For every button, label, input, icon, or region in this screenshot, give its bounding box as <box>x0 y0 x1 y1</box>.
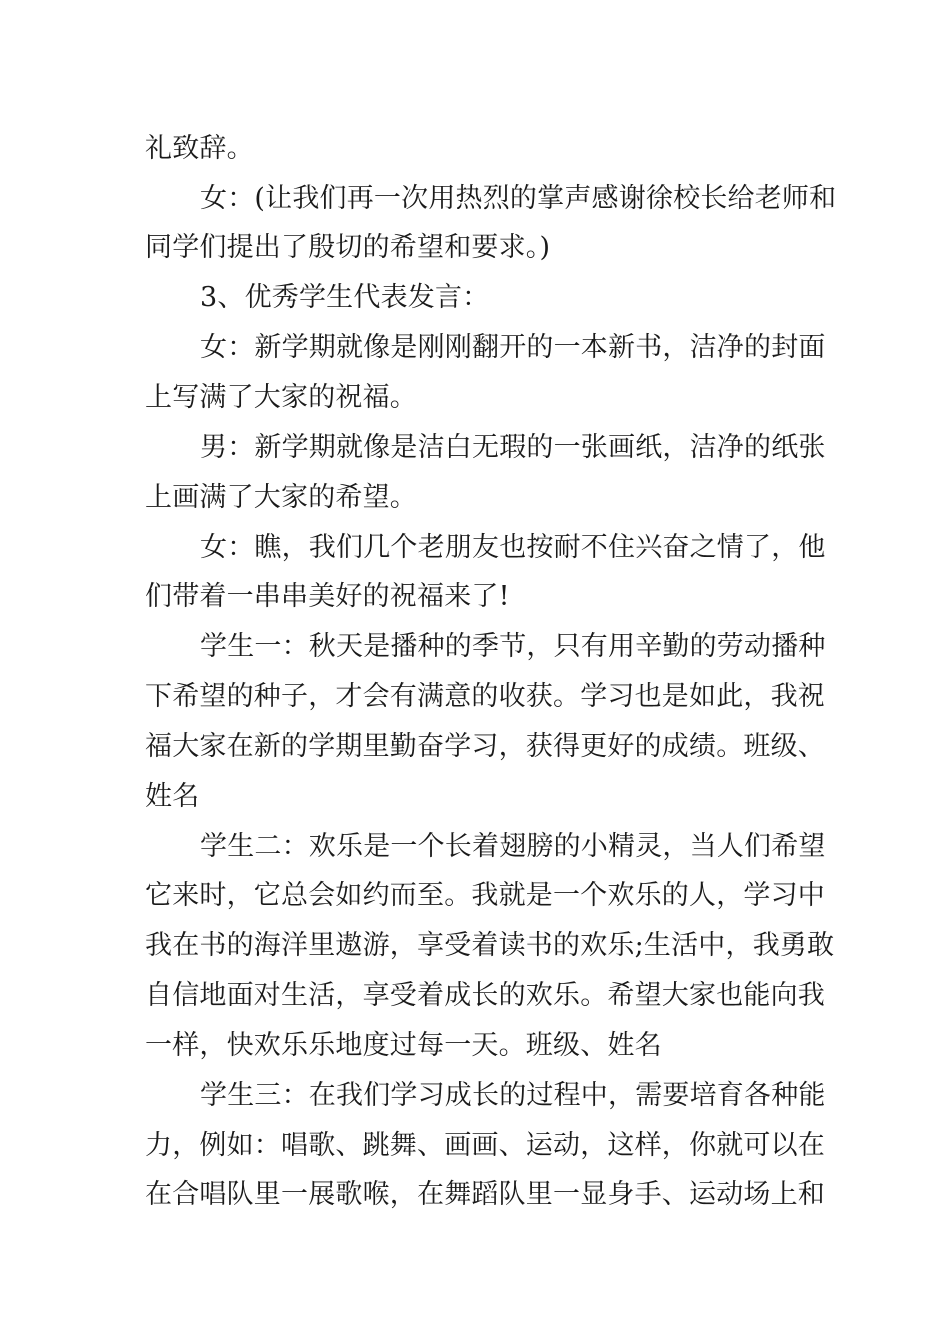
text-line: 3、优秀学生代表发言： <box>200 282 490 313</box>
text-line: 男：新学期就像是洁白无瑕的一张画纸，洁净的纸张 <box>200 432 826 463</box>
text-line: 自信地面对生活，享受着成长的欢乐。希望大家也能向我 <box>145 980 825 1011</box>
text-line: 女：新学期就像是刚刚翻开的一本新书，洁净的封面 <box>200 332 826 363</box>
text-line: 同学们提出了殷切的希望和要求。) <box>145 232 551 263</box>
text-line: 上画满了大家的希望。 <box>145 482 417 513</box>
text-line: 学生三：在我们学习成长的过程中，需要培育各种能 <box>200 1080 826 1111</box>
text-line: 我在书的海洋里遨游，享受着读书的欢乐;生活中，我勇敢 <box>145 930 835 961</box>
text-line: 们带着一串串美好的祝福来了! <box>145 581 510 612</box>
text-line: 力，例如：唱歌、跳舞、画画、运动，这样，你就可以在 <box>145 1130 825 1161</box>
text-line: 上写满了大家的祝福。 <box>145 382 417 413</box>
text-line: 在合唱队里一展歌喉，在舞蹈队里一显身手、运动场上和 <box>145 1179 825 1210</box>
text-line: 姓名 <box>145 781 200 812</box>
text-line: 礼致辞。 <box>145 133 254 164</box>
text-line: 下希望的种子，才会有满意的收获。学习也是如此，我祝 <box>145 681 825 712</box>
text-line: 福大家在新的学期里勤奋学习，获得更好的成绩。班级、 <box>145 731 825 762</box>
text-line: 女：瞧，我们几个老朋友也按耐不住兴奋之情了，他 <box>200 532 826 563</box>
text-line: 学生一：秋天是播种的季节，只有用辛勤的劳动播种 <box>200 631 826 662</box>
text-line: 它来时，它总会如约而至。我就是一个欢乐的人，学习中 <box>145 880 825 911</box>
text-line: 一样，快欢乐乐地度过每一天。班级、姓名 <box>145 1030 662 1061</box>
text-line: 学生二：欢乐是一个长着翅膀的小精灵，当人们希望 <box>200 831 826 862</box>
text-line: 女：(让我们再一次用热烈的掌声感谢徐校长给老师和 <box>200 183 837 214</box>
